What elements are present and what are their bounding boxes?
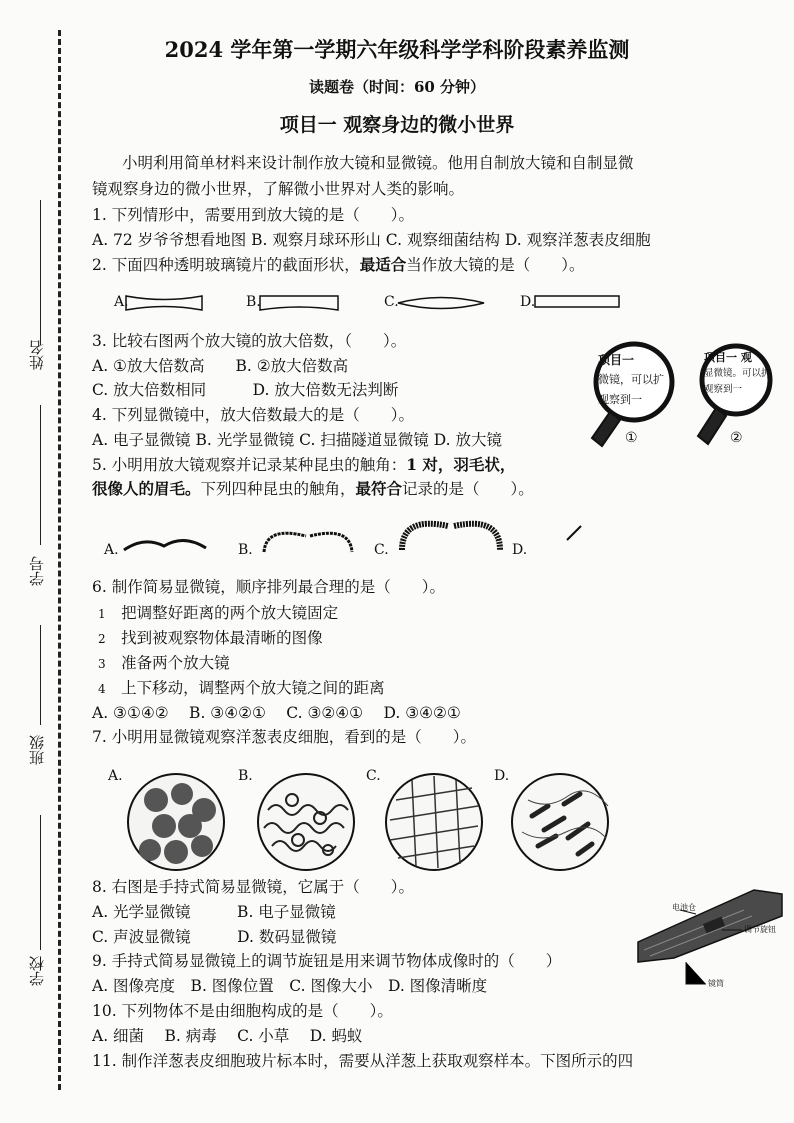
q3-options-row1: A. ①放大倍数高 B. ②放大倍数高: [92, 357, 349, 375]
q6-step-2-text: 找到被观察物体最清晰的图像: [121, 629, 323, 647]
q2-stem: [92, 254, 585, 276]
q6-step-3-num: 3: [98, 657, 106, 671]
cells-b-graphic: [254, 770, 358, 874]
number-label: 学号: [28, 556, 46, 586]
magnifier-2-line-3: 观察到一: [704, 384, 743, 395]
school-label: 学校: [28, 956, 46, 986]
q7-label-d: D.: [494, 768, 510, 784]
q1-options: A. 72 岁爷爷想看地图 B. 观察月球环形山 C. 观察细菌结构 D. 观察洋葱表皮细胞: [92, 231, 651, 249]
magnifier-1-line-3: 观察到一: [598, 393, 642, 406]
class-blank: [40, 625, 41, 725]
q1-stem: 1. 下列情形中，需要用到放大镜的是（ ）。: [92, 206, 414, 224]
q6-step-4: [98, 677, 385, 700]
magnifier-1-text: [598, 350, 668, 410]
binding-dashed-line: [58, 30, 61, 1090]
q5-line2-emphasis: 很像人的眉毛。: [92, 479, 201, 498]
cells-c-graphic: [382, 770, 486, 874]
q2-stem-text: 2. 下面四种透明玻璃镜片的截面形状，: [92, 256, 360, 274]
magnifier-1-line-2: 微镜，可以扩: [598, 373, 664, 386]
q6-step-3-text: 准备两个放大镜: [121, 654, 230, 672]
magnifier-2-text: [704, 350, 774, 398]
q5-stem-line-2: [92, 478, 534, 500]
q6-step-2-num: 2: [98, 632, 106, 646]
q6-stem: 6. 制作简易显微镜，顺序排列最合理的是（ ）。: [92, 578, 445, 596]
q5-label-d: D.: [512, 542, 528, 558]
magnifier-1-label: ①: [625, 430, 638, 446]
intro-line-1: 小明利用简单材料来设计制作放大镜和显微镜。他用自制放大镜和自制显微: [122, 154, 634, 172]
q5-line2-emphasis-2: 最符合: [355, 479, 403, 498]
lens-plano-concave-b: [258, 294, 340, 312]
q5-label-a: A.: [104, 542, 119, 558]
q6-step-4-text: 上下移动，调整两个放大镜之间的距离: [121, 679, 385, 697]
q6-step-1-text: 把调整好距离的两个放大镜固定: [121, 604, 339, 622]
q6-step-4-num: 4: [98, 682, 106, 696]
antenna-c-graphic: [396, 510, 506, 556]
handheld-microscope-graphic: [634, 880, 784, 990]
q5-label-c: C.: [374, 542, 389, 558]
antenna-d-graphic: [565, 522, 585, 542]
q6-options: A. ③①④② B. ③④②① C. ③②④① D. ③④②①: [92, 704, 461, 722]
cells-a-graphic: [124, 770, 228, 874]
q4-options: A. 电子显微镜 B. 光学显微镜 C. 扫描隧道显微镜 D. 放大镜: [92, 431, 502, 449]
magnifier-2-label: ②: [730, 430, 743, 446]
q7-stem: 7. 小明用显微镜观察洋葱表皮细胞，看到的是（ ）。: [92, 728, 476, 746]
q5-line2-text-2: 记录的是（ ）。: [402, 480, 534, 498]
q8-stem: 8. 右图是手持式简易显微镜，它属于（ ）。: [92, 878, 414, 896]
q5-stem-text: 5. 小明用放大镜观察并记录某种昆虫的触角：: [92, 456, 407, 474]
lens-flat-d: [534, 295, 620, 309]
q7-label-a: A.: [108, 768, 123, 784]
q9-options: A. 图像亮度 B. 图像位置 C. 图像大小 D. 图像清晰度: [92, 977, 488, 995]
q10-options: A. 细菌 B. 病毒 C. 小草 D. 蚂蚁: [92, 1027, 363, 1045]
magnifier-2-line-1: 项目一 观: [704, 351, 752, 364]
name-blank: [40, 200, 41, 345]
q3-options-row2: C. 放大倍数相同 D. 放大倍数无法判断: [92, 381, 399, 399]
antenna-b-graphic: [258, 520, 358, 560]
q6-step-1-num: 1: [98, 607, 106, 621]
q10-stem: 10. 下列物体不是由细胞构成的是（ ）。: [92, 1002, 393, 1020]
q7-label-b: B.: [238, 768, 253, 784]
page-subtitle: 读题卷（时间：60 分钟）: [308, 78, 486, 96]
intro-line-2: 镜观察身边的微小世界，了解微小世界对人类的影响。: [92, 180, 465, 198]
antenna-a-graphic: [120, 528, 210, 558]
school-blank: [40, 815, 41, 950]
section-title: 项目一 观察身边的微小世界: [279, 114, 515, 136]
lens-convex-c: [396, 294, 486, 312]
q5-stem: [92, 454, 515, 476]
magnifier-1-line-1: 项目一: [598, 353, 635, 367]
q11-stem: 11. 制作洋葱表皮细胞玻片标本时，需要从洋葱上获取观察样本。下图所示的四: [92, 1052, 634, 1070]
q5-stem-emphasis: 1 对，羽毛状，: [406, 455, 516, 474]
q8-options-row2: C. 声波显微镜 D. 数码显微镜: [92, 928, 337, 946]
q5-label-b: B.: [238, 542, 253, 558]
q7-label-c: C.: [366, 768, 381, 784]
magnifier-2-line-2: 显微镜。可以扩: [704, 368, 771, 379]
q2-stem-text-2: 当作放大镜的是（ ）。: [406, 256, 585, 274]
q5-line2-text: 下列四种昆虫的触角，: [200, 480, 356, 498]
q6-step-2: [98, 627, 323, 650]
q2-label-c: C.: [384, 294, 399, 310]
label-knob: 调节旋钮: [744, 925, 776, 934]
q2-label-d: D.: [520, 294, 536, 310]
number-blank: [40, 405, 41, 545]
q2-label-a: A.: [114, 294, 129, 310]
lens-concave-a: [124, 294, 204, 312]
name-label: 姓名: [28, 340, 46, 370]
q6-step-1: [98, 602, 338, 625]
q4-stem: 4. 下列显微镜中，放大倍数最大的是（ ）。: [92, 406, 414, 424]
q2-stem-emphasis: 最适合: [359, 255, 407, 274]
cells-d-graphic: [508, 770, 612, 874]
q2-label-b: B.: [246, 294, 261, 310]
q8-options-row1: A. 光学显微镜 B. 电子显微镜: [92, 903, 336, 921]
label-battery: 电池仓: [672, 903, 696, 912]
q9-stem: 9. 手持式简易显微镜上的调节旋钮是用来调节物体成像时的（ ）: [92, 952, 562, 970]
q6-step-3: [98, 652, 230, 675]
page-title: 2024 学年第一学期六年级科学学科阶段素养监测: [164, 37, 630, 62]
class-label: 班级: [28, 735, 46, 765]
q3-stem: 3. 比较右图两个放大镜的放大倍数，（ ）。: [92, 332, 407, 350]
label-tube: 镜筒: [708, 979, 724, 988]
